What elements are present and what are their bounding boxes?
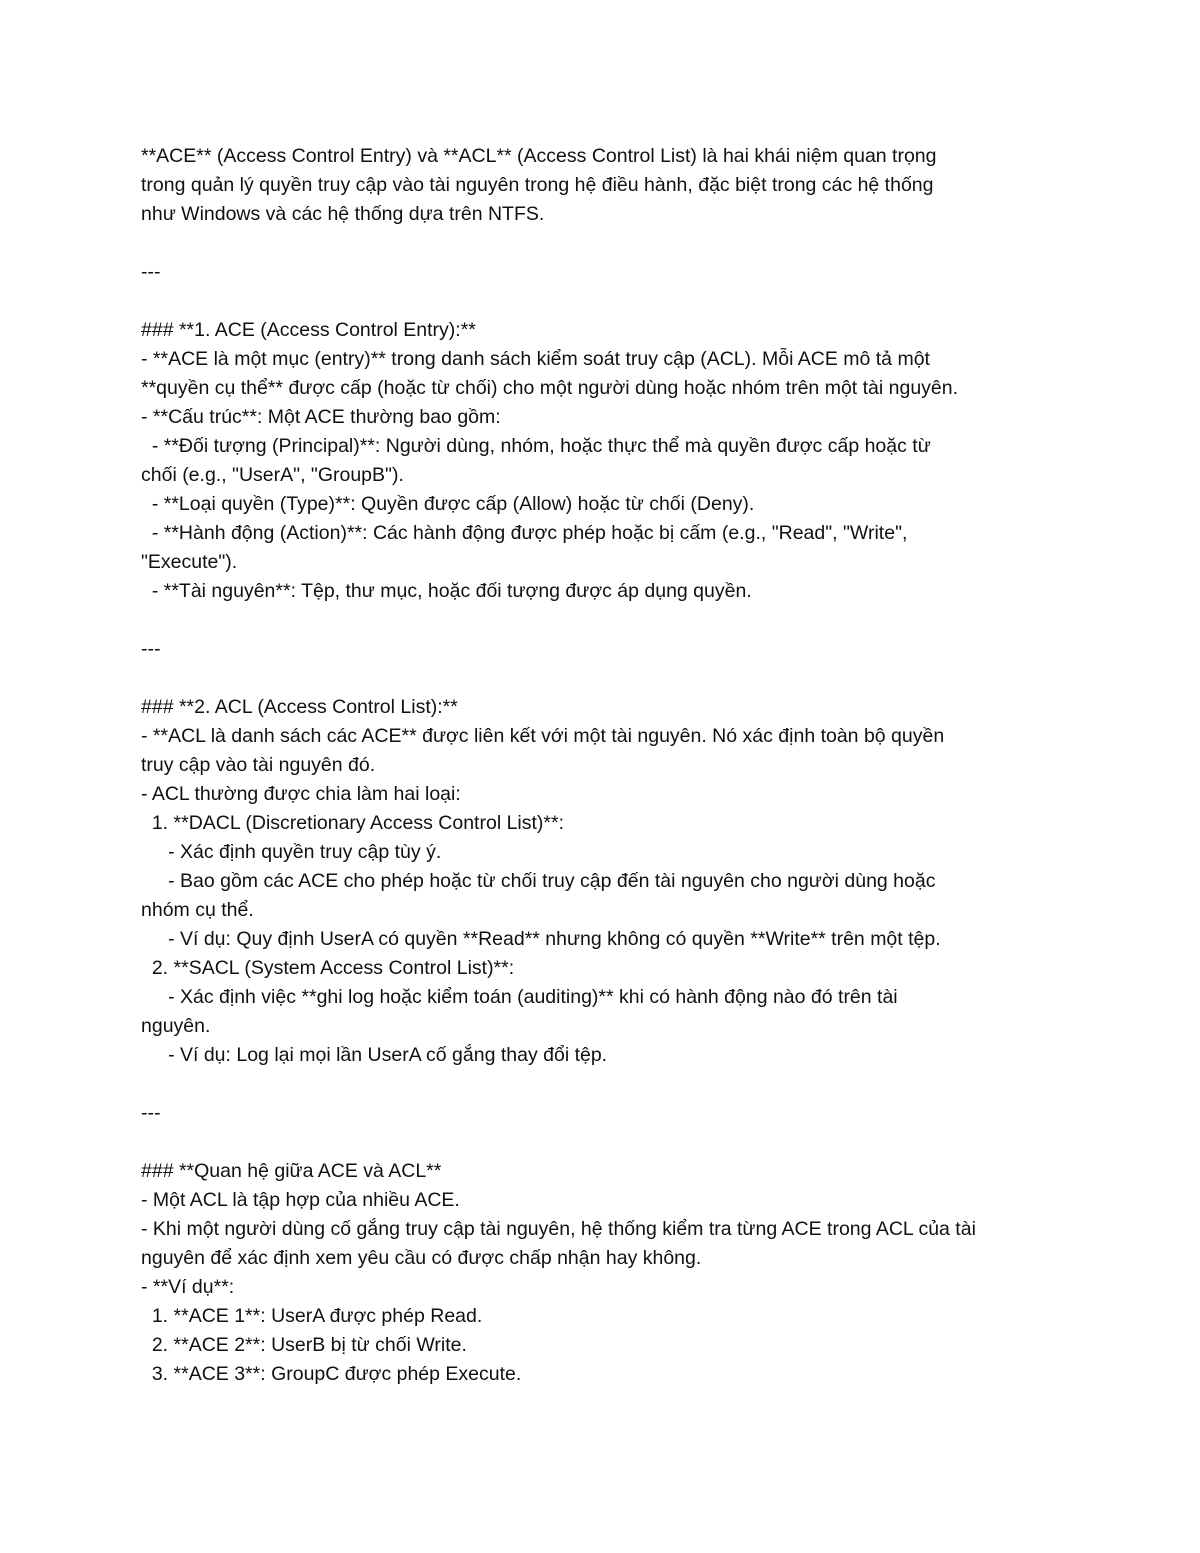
- blank-line: [141, 287, 1071, 316]
- text-line: **quyền cụ thể** được cấp (hoặc từ chối) cho một người dùng hoặc nhóm trên một tài nguyên.: [141, 377, 959, 399]
- text-line: 1. **ACE 1**: UserA được phép Read.: [141, 1305, 483, 1327]
- section-ace: [141, 316, 1071, 606]
- text-line: - **Loại quyền (Type)**: Quyền được cấp (Allow) hoặc từ chối (Deny).: [141, 493, 755, 515]
- text-line: - Bao gồm các ACE cho phép hoặc từ chối truy cập đến tài nguyên cho người dùng hoặc: [141, 870, 936, 892]
- text-line: - Xác định việc **ghi log hoặc kiểm toán (auditing)** khi có hành động nào đó trên tài: [141, 986, 898, 1008]
- text-line: **ACE** (Access Control Entry) và **ACL** (Access Control List) là hai khái niệm quan trọng: [141, 145, 937, 167]
- text-line: chối (e.g., "UserA", "GroupB").: [141, 464, 404, 486]
- section-heading: ### **2. ACL (Access Control List):**: [141, 696, 458, 718]
- text-line: - Khi một người dùng cố gắng truy cập tài nguyên, hệ thống kiểm tra từng ACE trong ACL của tài: [141, 1218, 976, 1240]
- blank-line: [141, 606, 1071, 635]
- text-line: nguyên.: [141, 1015, 211, 1037]
- blank-line: [141, 664, 1071, 693]
- text-line: - **ACL là danh sách các ACE** được liên kết với một tài nguyên. Nó xác định toàn bộ quyền: [141, 725, 945, 747]
- text-line: - **Ví dụ**:: [141, 1276, 235, 1298]
- text-line: - Một ACL là tập hợp của nhiều ACE.: [141, 1189, 460, 1211]
- text-line: trong quản lý quyền truy cập vào tài nguyên trong hệ điều hành, đặc biệt trong các hệ thống: [141, 174, 934, 196]
- intro-paragraph: [141, 142, 1071, 229]
- text-line: như Windows và các hệ thống dựa trên NTFS.: [141, 203, 545, 225]
- text-line: 1. **DACL (Discretionary Access Control List)**:: [141, 812, 565, 834]
- text-line: 2. **ACE 2**: UserB bị từ chối Write.: [141, 1334, 467, 1356]
- separator: ---: [141, 261, 161, 283]
- section-heading: ### **1. ACE (Access Control Entry):**: [141, 319, 476, 341]
- section-heading: ### **Quan hệ giữa ACE và ACL**: [141, 1160, 442, 1182]
- text-line: 2. **SACL (System Access Control List)**:: [141, 957, 515, 979]
- blank-line: [141, 1128, 1071, 1157]
- text-line: - **Cấu trúc**: Một ACE thường bao gồm:: [141, 406, 501, 428]
- separator: ---: [141, 638, 161, 660]
- text-line: nguyên để xác định xem yêu cầu có được chấp nhận hay không.: [141, 1247, 702, 1269]
- text-line: - **Tài nguyên**: Tệp, thư mục, hoặc đối tượng được áp dụng quyền.: [141, 580, 752, 602]
- text-line: 3. **ACE 3**: GroupC được phép Execute.: [141, 1363, 522, 1385]
- text-line: - Ví dụ: Quy định UserA có quyền **Read** nhưng không có quyền **Write** trên một tệp.: [141, 928, 941, 950]
- text-line: - **Hành động (Action)**: Các hành động được phép hoặc bị cấm (e.g., "Read", "Write",: [141, 522, 908, 544]
- section-acl: [141, 693, 1071, 1070]
- separator: ---: [141, 1102, 161, 1124]
- text-line: nhóm cụ thể.: [141, 899, 254, 921]
- blank-line: [141, 1070, 1071, 1099]
- text-line: - **Đối tượng (Principal)**: Người dùng, nhóm, hoặc thực thể mà quyền được cấp hoặc từ: [141, 435, 931, 457]
- text-line: - ACL thường được chia làm hai loại:: [141, 783, 461, 805]
- text-line: - Xác định quyền truy cập tùy ý.: [141, 841, 442, 863]
- text-line: truy cập vào tài nguyên đó.: [141, 754, 376, 776]
- section-relation: [141, 1157, 1071, 1389]
- text-line: "Execute").: [141, 551, 238, 573]
- text-line: - Ví dụ: Log lại mọi lần UserA cố gắng thay đổi tệp.: [141, 1044, 608, 1066]
- blank-line: [141, 229, 1071, 258]
- document-body: [141, 142, 1071, 1389]
- text-line: - **ACE là một mục (entry)** trong danh sách kiểm soát truy cập (ACL). Mỗi ACE mô tả một: [141, 348, 930, 370]
